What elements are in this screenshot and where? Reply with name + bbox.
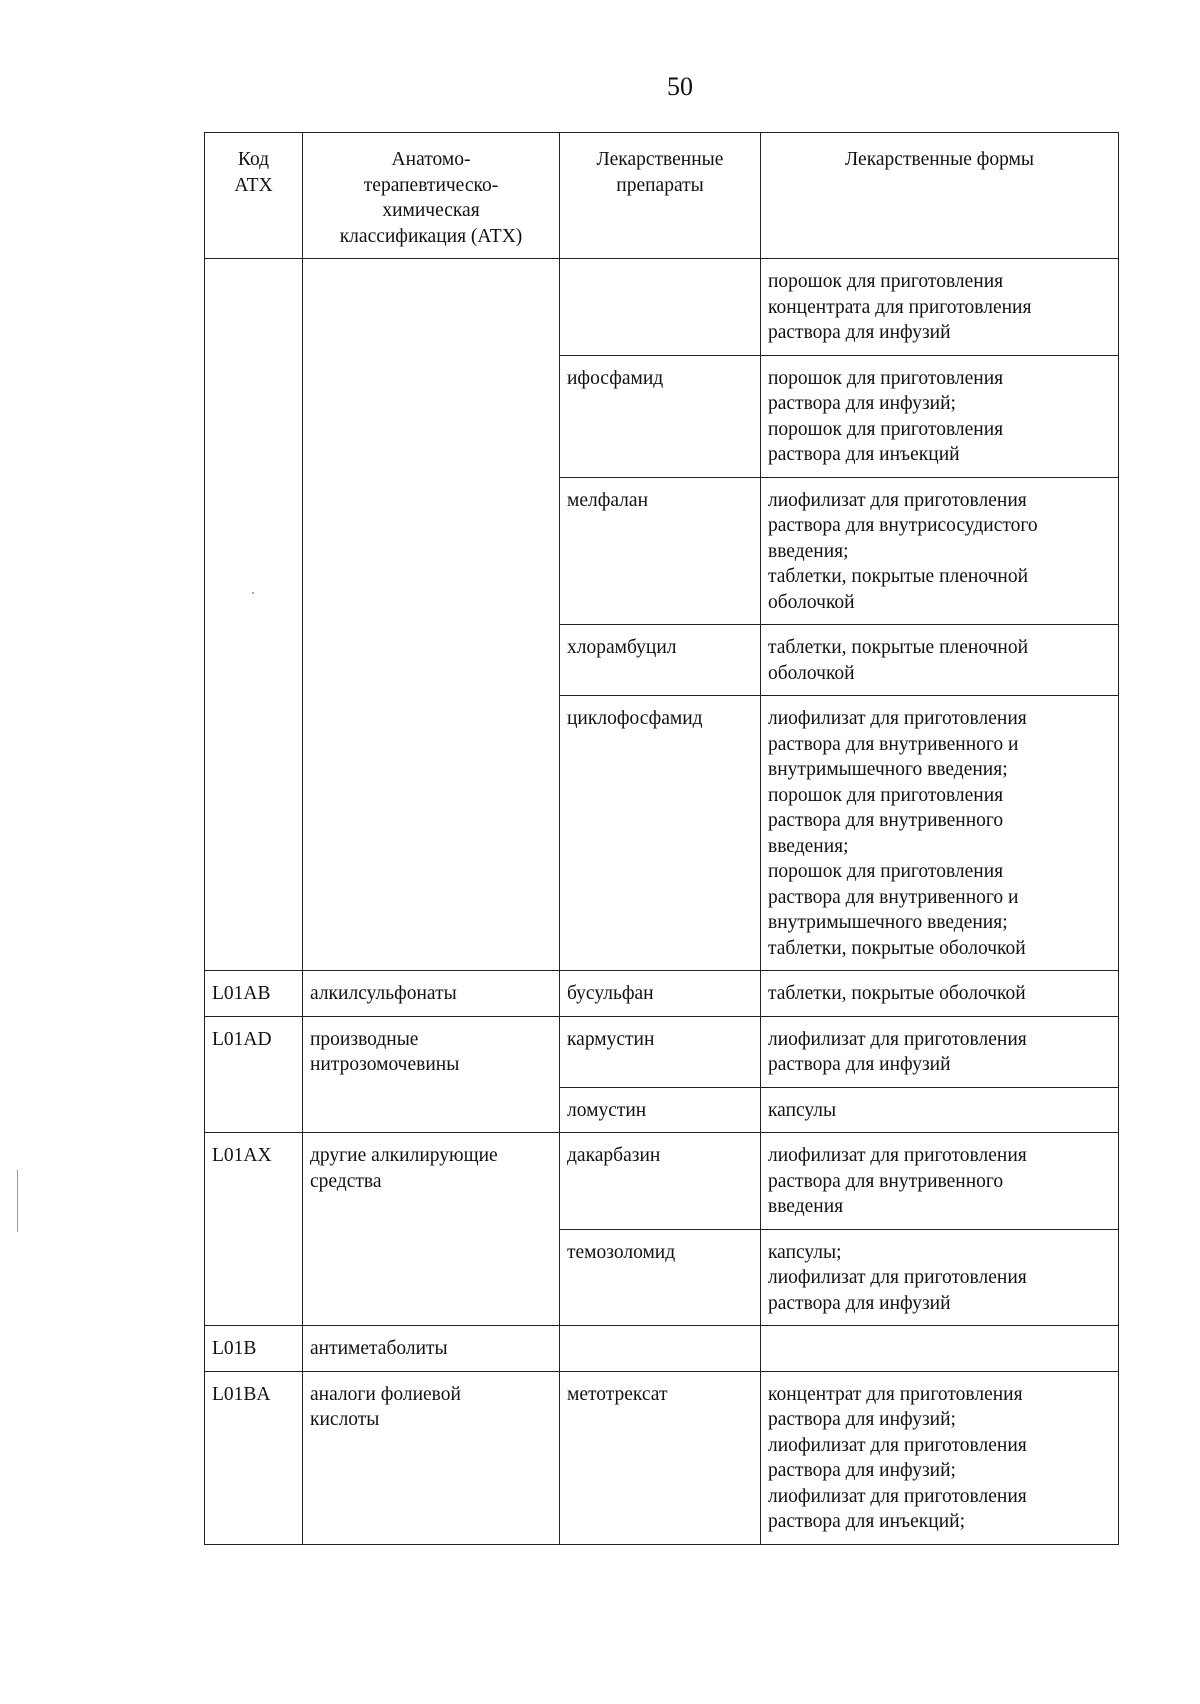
code-cell: L01AX [205,1133,303,1326]
form-line: внутримышечного введения; [768,912,1008,933]
header-drugs-line: Лекарственные [596,149,724,170]
form-line: концентрата для приготовления [768,296,1032,318]
drug-cell: метотрексат [560,1371,761,1544]
table-row [205,1133,1119,1230]
table-row [205,1016,1119,1087]
forms-cell [761,1016,1119,1087]
header-drugs [560,133,761,259]
group-line: кислоты [310,1409,380,1430]
form-line: порошок для приготовления [768,418,1004,440]
drug-cell: ломустин [560,1087,761,1133]
group-line: антиметаболиты [310,1338,448,1359]
group-line: другие алкилирующие [310,1145,498,1166]
header-classification-line: классификация (АТХ) [339,225,523,247]
form-line: капсулы; [768,1241,842,1263]
form-line: раствора для инфузий; [768,1460,956,1481]
page-number: 50 [667,72,693,101]
group-cell [303,1133,560,1326]
header-code [205,133,303,259]
form-line: раствора для внутривенного и [768,733,1019,755]
atx-table [204,132,1119,1545]
table-row [205,1326,1119,1372]
group-cell [303,1326,560,1372]
form-line: лиофилизат для приготовления [768,1145,1027,1166]
drug-cell: циклофосфамид [560,696,761,971]
form-line: лиофилизат для приготовления [768,1485,1027,1507]
form-line: внутримышечного введения; [768,759,1008,780]
forms-cell [761,477,1119,625]
forms-cell [761,355,1119,477]
code-cell: L01AD [205,1016,303,1133]
table-row [205,971,1119,1017]
drug-cell: ифосфамид [560,355,761,477]
scan-artifact-line [17,1170,18,1232]
header-drugs-line: препараты [616,174,704,196]
form-line: раствора для инъекций; [768,1511,965,1532]
header-classification-line: Анатомо- [391,149,471,170]
code-cell [205,259,303,971]
group-cell [303,1371,560,1544]
table-header-row [205,133,1119,259]
form-line: оболочкой [768,662,855,684]
forms-cell [761,971,1119,1017]
form-line: лиофилизат для приготовления [768,1434,1027,1456]
form-line: раствора для инъекций [768,444,960,465]
form-line: лиофилизат для приготовления [768,708,1027,729]
form-line: раствора для инфузий; [768,393,956,414]
form-line: введения; [768,540,849,562]
forms-cell [761,1087,1119,1133]
drug-cell: бусульфан [560,971,761,1017]
form-line: раствора для внутривенного [768,1170,1004,1192]
code-cell: L01BA [205,1371,303,1544]
form-line: таблетки, покрытые пленочной [768,566,1029,587]
header-classification-line: химическая [382,200,480,221]
table-row [205,1371,1119,1544]
group-cell [303,259,560,971]
forms-cell [761,696,1119,971]
form-line: раствора для инфузий [768,322,951,343]
forms-cell [761,1229,1119,1326]
drug-cell: кармустин [560,1016,761,1087]
group-line: аналоги фолиевой [310,1383,461,1405]
form-line: лиофилизат для приготовления [768,1028,1027,1050]
forms-cell [761,259,1119,356]
form-line: раствора для инфузий [768,1292,951,1314]
form-line: порошок для приготовления [768,367,1004,389]
form-line: концентрат для приготовления [768,1383,1023,1405]
table-row [205,259,1119,356]
form-line: оболочкой [768,591,855,613]
forms-cell [761,1326,1119,1372]
code-cell: L01AB [205,971,303,1017]
header-code-line: Код [237,149,270,170]
drug-cell: хлорамбуцил [560,625,761,696]
header-forms [761,133,1119,259]
form-line: порошок для приготовления [768,784,1004,806]
header-classification-line: терапевтическо- [363,174,499,196]
forms-cell [761,1371,1119,1544]
drug-cell [560,259,761,356]
form-line: таблетки, покрытые оболочкой [768,983,1026,1004]
group-line: нитрозомочевины [310,1054,460,1075]
form-line: лиофилизат для приготовления [768,1267,1027,1288]
drug-cell [560,1326,761,1372]
drug-cell: темозоломид [560,1229,761,1326]
form-line: капсулы [768,1099,837,1121]
form-line: таблетки, покрытые оболочкой [768,937,1026,959]
form-line: раствора для инфузий; [768,1409,956,1430]
form-line: порошок для приготовления [768,861,1004,882]
form-line: лиофилизат для приготовления [768,489,1027,511]
header-code-line: АТХ [234,174,273,196]
form-line: введения; [768,835,849,857]
group-line: алкилсульфонаты [310,983,457,1004]
group-cell [303,971,560,1017]
forms-cell [761,1133,1119,1230]
form-line: введения [768,1196,844,1217]
drug-cell: дакарбазин [560,1133,761,1230]
code-cell: L01B [205,1326,303,1372]
form-line: порошок для приготовления [768,271,1004,292]
header-classification [303,133,560,259]
scan-artifact-dot [252,592,254,594]
group-line: производные [310,1028,419,1050]
form-line: таблетки, покрытые пленочной [768,637,1029,658]
form-line: раствора для инфузий [768,1054,951,1075]
forms-cell [761,625,1119,696]
group-line: средства [310,1170,382,1192]
form-line: раствора для внутривенного и [768,886,1019,908]
drug-cell: мелфалан [560,477,761,625]
form-line: раствора для внутрисосудистого [768,515,1038,536]
group-cell [303,1016,560,1133]
form-line: раствора для внутривенного [768,810,1004,831]
header-forms-line: Лекарственные формы [844,149,1035,170]
